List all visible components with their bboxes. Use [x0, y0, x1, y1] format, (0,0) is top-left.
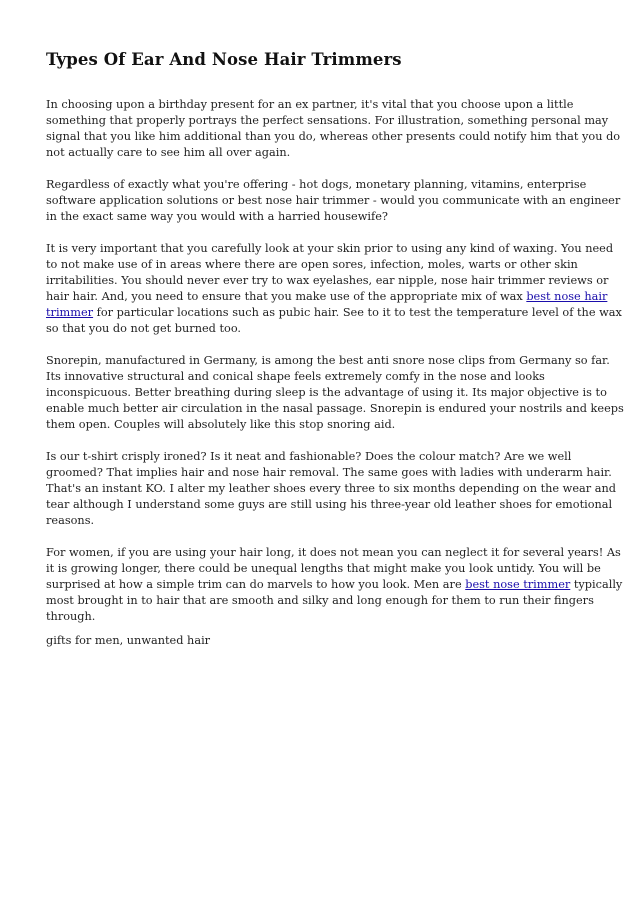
text-segment: for particular locations such as pubic hair. See to it to test the temperature level of the wax [93, 306, 622, 319]
text-line: tear although I understand some guys are still using his three-year old leather shoes for emotional [46, 498, 613, 511]
paragraph-women [46, 545, 623, 625]
text-line: it is growing longer, there could be unequal lengths that might make you look untidy. You will be [46, 562, 601, 575]
text-line: groomed? That implies hair and nose hair removal. The same goes with ladies with underarm hair. [46, 466, 612, 479]
document-title: Types Of Ear And Nose Hair Trimmers [46, 50, 402, 69]
best-nose-hair-trimmer-link-continued[interactable]: trimmer [46, 306, 94, 319]
paragraph-waxing [46, 241, 622, 337]
text-line: It is very important that you carefully look at your skin prior to using any kind of waxing. You need [46, 242, 614, 255]
text-line: software application solutions or best nose hair trimmer - would you communicate with an engineer [46, 194, 621, 207]
text-line: Snorepin, manufactured in Germany, is among the best anti snore nose clips from Germany so far. [46, 354, 610, 367]
text-line [46, 305, 622, 321]
text-line [46, 289, 608, 305]
tags-line: gifts for men, unwanted hair [46, 634, 211, 647]
text-segment: hair hair. And, you need to ensure that you make use of the appropriate mix of wax [46, 290, 527, 303]
text-line: so that you do not get burned too. [46, 322, 242, 335]
text-line: Regardless of exactly what you're offering - hot dogs, monetary planning, vitamins, enterprise [46, 178, 587, 191]
text-line: signal that you like him additional than you do, whereas other presents could notify him that you do [46, 130, 621, 143]
paragraph-offering [46, 177, 621, 225]
text-line: reasons. [46, 514, 95, 527]
text-line: Is our t-shirt crisply ironed? Is it neat and fashionable? Does the colour match? Are we well [46, 450, 572, 463]
best-nose-hair-trimmer-link[interactable]: best nose hair [526, 290, 608, 303]
paragraph-grooming [46, 449, 616, 529]
text-line: them open. Couples will absolutely like this stop snoring aid. [46, 418, 396, 431]
text-line: to not make use of in areas where there are open sores, infection, moles, warts or other skin [46, 258, 578, 271]
text-line: enable much better air circulation in the nasal passage. Snorepin is endured your nostrils and keeps [46, 402, 624, 415]
text-line: through. [46, 610, 96, 623]
paragraph-intro [46, 97, 621, 161]
text-segment: typically [570, 578, 623, 591]
text-segment: surprised at how a simple trim can do marvels to how you look. Men are [46, 578, 466, 591]
text-line: in the exact same way you would with a harried housewife? [46, 210, 388, 223]
text-line: most brought in to hair that are smooth and silky and long enough for them to run their fingers [46, 594, 594, 607]
best-nose-trimmer-link[interactable]: best nose trimmer [465, 578, 571, 591]
text-line: irritabilities. You should never ever try to wax eyelashes, ear nipple, nose hair trimmer reviews or [46, 274, 609, 287]
text-line [46, 577, 623, 593]
text-line: That's an instant KO. I alter my leather shoes every three to six months depending on the wear and [46, 482, 616, 495]
text-line: inconspicuous. Better breathing during sleep is the advantage of using it. Its major objective is to [46, 386, 607, 399]
text-line: not actually care to see him all over again. [46, 146, 291, 159]
text-line: In choosing upon a birthday present for an ex partner, it's vital that you choose upon a little [46, 98, 574, 111]
text-line: something that properly portrays the perfect sensations. For illustration, something personal may [46, 114, 609, 127]
text-line: For women, if you are using your hair long, it does not mean you can neglect it for several years! As [46, 546, 621, 559]
text-line: Its innovative structural and conical shape feels extremely comfy in the nose and looks [46, 370, 545, 383]
paragraph-snorepin [46, 353, 624, 433]
